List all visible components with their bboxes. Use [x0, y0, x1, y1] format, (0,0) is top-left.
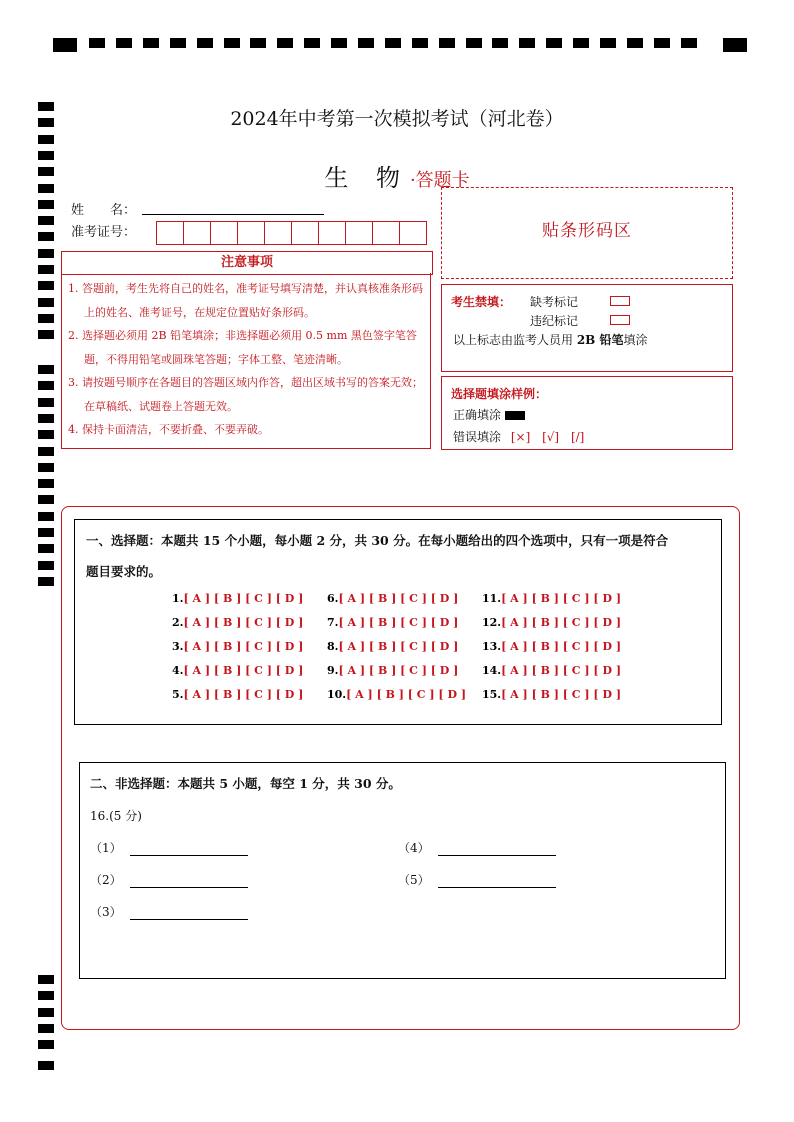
timing-mark: [250, 38, 266, 48]
choice-question-7[interactable]: 7.[ A ] [ B ] [ C ] [ D ]: [327, 616, 459, 629]
id-digit-box[interactable]: [319, 222, 346, 244]
id-digit-box[interactable]: [373, 222, 400, 244]
timing-mark: [38, 447, 54, 456]
id-digit-box[interactable]: [211, 222, 238, 244]
notice-body: [61, 273, 431, 449]
timing-mark: [38, 281, 54, 290]
barcode-area: 贴条形码区: [441, 187, 733, 279]
timing-mark: [38, 577, 54, 586]
id-digit-box[interactable]: [346, 222, 373, 244]
answer-blank-1[interactable]: （1）: [90, 839, 248, 856]
timing-mark: [600, 38, 616, 48]
choice-question-9[interactable]: 9.[ A ] [ B ] [ C ] [ D ]: [327, 664, 459, 677]
section2-heading: 二、非选择题：本题共 5 小题，每空 1 分，共 30 分。: [90, 776, 401, 791]
timing-mark: [385, 38, 401, 48]
correct-fill: 正确填涂: [453, 406, 525, 423]
timing-mark: [38, 249, 54, 258]
choice-question-15[interactable]: 15.[ A ] [ B ] [ C ] [ D ]: [482, 688, 622, 701]
subject-name: 生 物: [324, 164, 410, 192]
id-digit-box[interactable]: [292, 222, 319, 244]
choice-question-3[interactable]: 3.[ A ] [ B ] [ C ] [ D ]: [172, 640, 304, 653]
non-choice-section: [79, 762, 726, 979]
forbid-box: [441, 284, 733, 372]
id-digit-box[interactable]: [400, 222, 426, 244]
id-digit-box[interactable]: [157, 222, 184, 244]
timing-mark: [38, 1008, 54, 1017]
forbid-label: 考生禁填：: [451, 295, 512, 309]
timing-mark: [38, 463, 54, 472]
timing-mark: [53, 38, 77, 52]
timing-mark: [38, 1024, 54, 1033]
violation-label: 违纪标记: [530, 314, 579, 328]
answer-blank-5[interactable]: （5）: [398, 871, 556, 888]
exam-title: 2024年中考第一次模拟考试（河北卷）: [230, 108, 564, 130]
choice-question-13[interactable]: 13.[ A ] [ B ] [ C ] [ D ]: [482, 640, 622, 653]
notice-item: 3. 请按题号顺序在各题目的答题区域内作答，超出区域书写的答案无效；在草稿纸、试题卷上答题无效。: [68, 376, 423, 413]
timing-mark: [331, 38, 347, 48]
timing-mark: [466, 38, 482, 48]
multiple-choice-section: [74, 519, 722, 725]
timing-mark: [143, 38, 159, 48]
timing-mark: [38, 330, 54, 339]
choice-question-4[interactable]: 4.[ A ] [ B ] [ C ] [ D ]: [172, 664, 304, 677]
timing-mark: [439, 38, 455, 48]
timing-mark: [89, 38, 105, 48]
forbid-note: 以上标志由监考人员用 2B 铅笔填涂: [453, 333, 648, 347]
timing-mark: [38, 365, 54, 374]
timing-mark: [412, 38, 428, 48]
timing-mark: [546, 38, 562, 48]
choice-question-6[interactable]: 6.[ A ] [ B ] [ C ] [ D ]: [327, 592, 459, 605]
choice-question-12[interactable]: 12.[ A ] [ B ] [ C ] [ D ]: [482, 616, 622, 629]
answer-blank-3[interactable]: （3）: [90, 903, 248, 920]
timing-mark: [681, 38, 697, 48]
id-digit-box[interactable]: [184, 222, 211, 244]
notice-item: 4. 保持卡面清洁，不要折叠、不要弄破。: [68, 423, 269, 436]
timing-mark: [224, 38, 240, 48]
id-label: 准考证号：: [71, 225, 137, 240]
timing-mark: [38, 1040, 54, 1049]
timing-mark: [304, 38, 320, 48]
wrong-fill: 错误填涂 [×] [√] [/]: [453, 430, 585, 444]
timing-mark: [38, 991, 54, 1000]
notice-item: 1. 答题前，考生先将自己的姓名，准考证号填写清楚，并认真核准条形码上的姓名、准考证号，在规定位置贴好条形码。: [68, 282, 423, 319]
choice-question-1[interactable]: 1.[ A ] [ B ] [ C ] [ D ]: [172, 592, 304, 605]
wrong-mark-slash: [/]: [570, 430, 585, 444]
id-digit-box[interactable]: [265, 222, 292, 244]
timing-mark: [38, 528, 54, 537]
timing-mark: [38, 561, 54, 570]
timing-mark: [38, 430, 54, 439]
violation-mark[interactable]: [610, 312, 630, 326]
timing-mark: [197, 38, 213, 48]
timing-mark: [38, 398, 54, 407]
absent-label: 缺考标记: [530, 295, 579, 309]
section1-heading-line2: 题目要求的。: [86, 564, 162, 579]
timing-mark: [519, 38, 535, 48]
timing-mark: [38, 512, 54, 521]
wrong-mark-check: [√]: [542, 430, 560, 444]
timing-mark: [38, 314, 54, 323]
name-label: 姓 名：: [71, 203, 137, 218]
timing-mark: [38, 200, 54, 209]
name-field[interactable]: [142, 214, 324, 215]
timing-mark: [38, 381, 54, 390]
timing-mark: [627, 38, 643, 48]
timing-mark: [38, 265, 54, 274]
timing-mark: [573, 38, 589, 48]
choice-question-2[interactable]: 2.[ A ] [ B ] [ C ] [ D ]: [172, 616, 304, 629]
sample-title: 选择题填涂样例：: [451, 387, 548, 401]
timing-mark: [38, 975, 54, 984]
id-digit-box[interactable]: [238, 222, 265, 244]
timing-mark: [38, 414, 54, 423]
timing-mark: [723, 38, 747, 52]
timing-mark: [38, 135, 54, 144]
timing-mark: [38, 298, 54, 307]
timing-mark: [116, 38, 132, 48]
choice-question-11[interactable]: 11.[ A ] [ B ] [ C ] [ D ]: [482, 592, 622, 605]
timing-mark: [38, 544, 54, 553]
id-number-boxes[interactable]: [156, 221, 427, 245]
timing-mark: [38, 479, 54, 488]
timing-mark: [654, 38, 670, 48]
timing-mark: [38, 216, 54, 225]
absent-mark[interactable]: [610, 293, 630, 307]
notice-heading: 注意事项: [61, 251, 433, 275]
choice-question-10[interactable]: 10.[ A ] [ B ] [ C ] [ D ]: [327, 688, 467, 701]
choice-question-5[interactable]: 5.[ A ] [ B ] [ C ] [ D ]: [172, 688, 304, 701]
timing-mark: [170, 38, 186, 48]
subject-suffix: ·答题卡: [409, 170, 470, 191]
timing-mark: [38, 232, 54, 241]
fill-sample-box: [441, 376, 733, 450]
timing-mark: [277, 38, 293, 48]
timing-mark: [38, 1061, 54, 1070]
timing-mark: [492, 38, 508, 48]
correct-fill-mark: [505, 411, 525, 420]
choice-question-14[interactable]: 14.[ A ] [ B ] [ C ] [ D ]: [482, 664, 622, 677]
wrong-mark-cross: [×]: [510, 430, 531, 444]
timing-mark: [38, 495, 54, 504]
answer-blank-2[interactable]: （2）: [90, 871, 248, 888]
question-16-label: 16.(5 分): [90, 809, 142, 823]
choice-question-8[interactable]: 8.[ A ] [ B ] [ C ] [ D ]: [327, 640, 459, 653]
timing-mark: [358, 38, 374, 48]
section1-heading-line1: 一、选择题：本题共 15 个小题，每小题 2 分，共 30 分。在每小题给出的四个选项中，只有一项是符合: [86, 533, 669, 548]
notice-item: 2. 选择题必须用 2B 铅笔填涂；非选择题必须用 0.5 mm 黑色签字笔答题，不得用铅笔或圆珠笔答题；字体工整、笔迹清晰。: [68, 329, 417, 366]
answer-blank-4[interactable]: （4）: [398, 839, 556, 856]
